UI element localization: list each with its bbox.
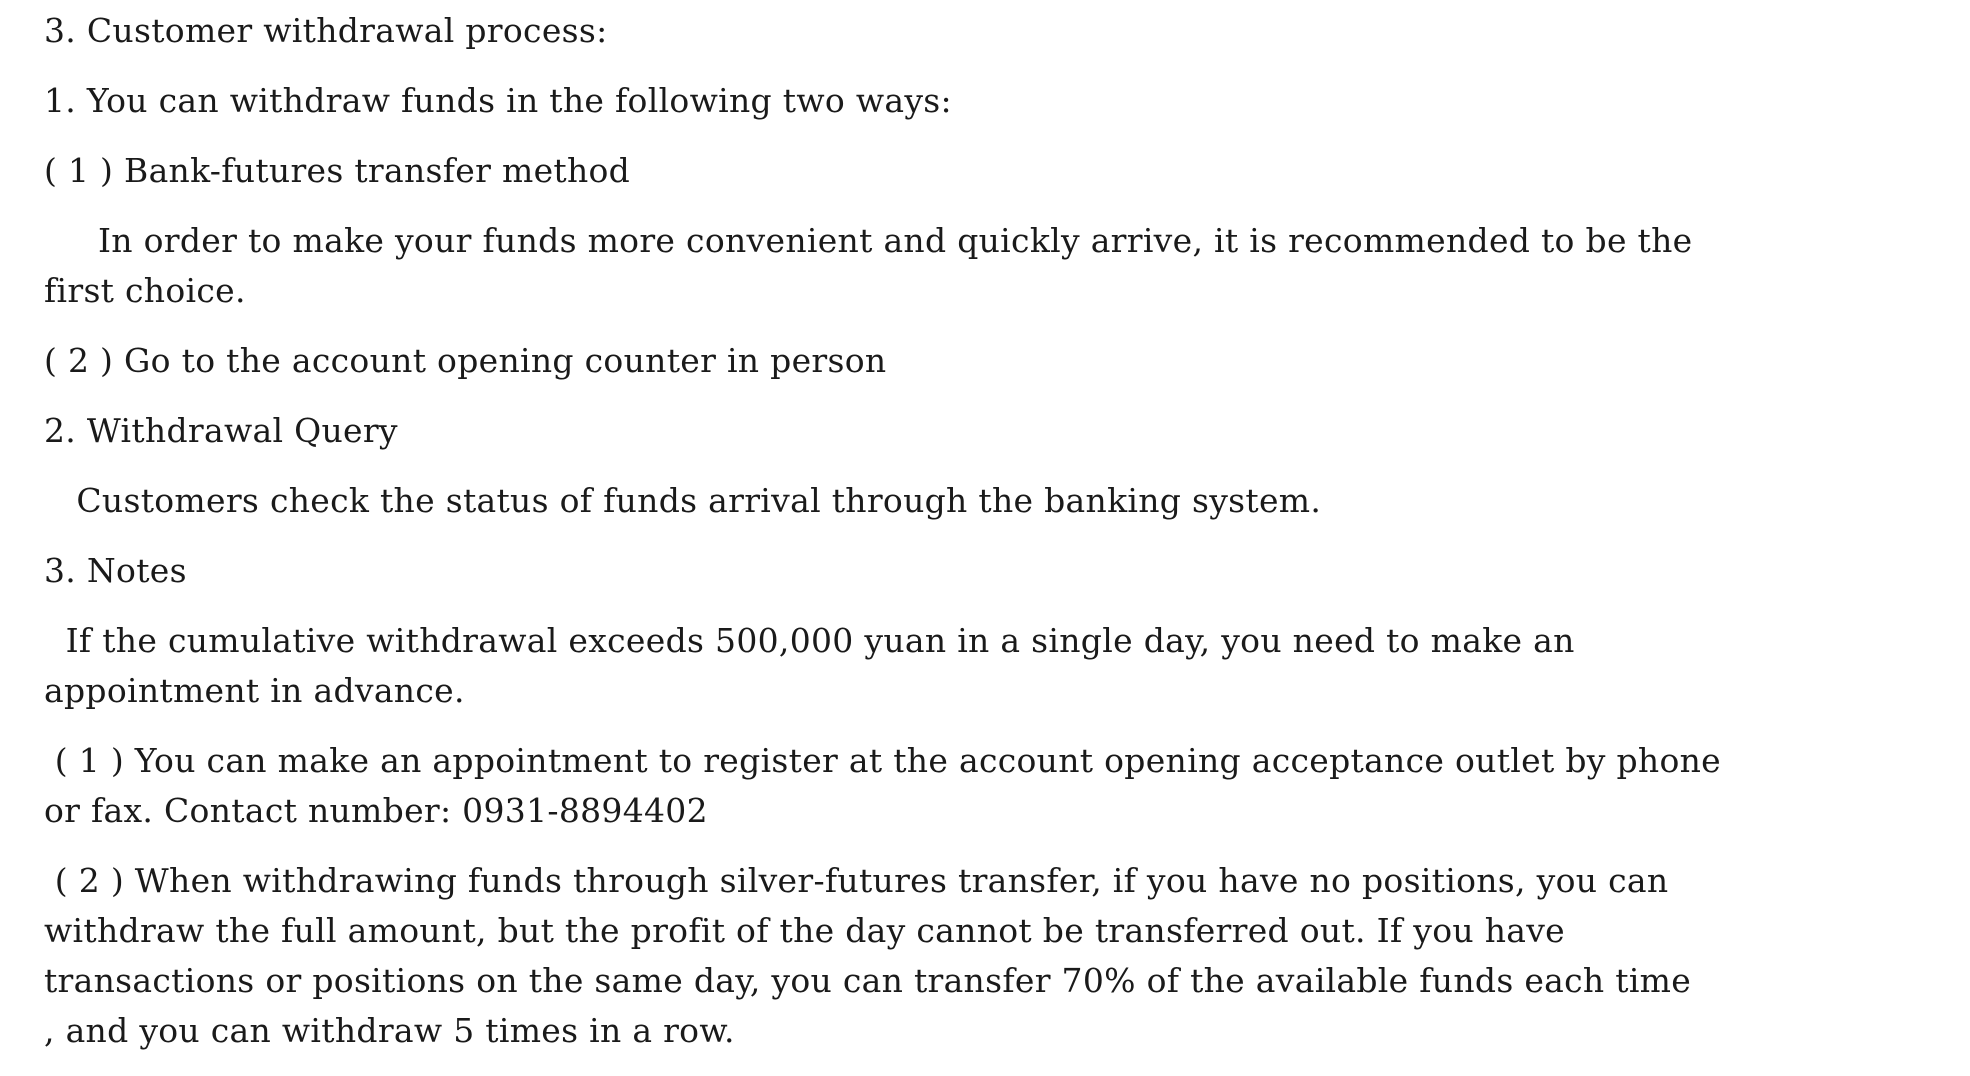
- item-notes: 3. Notes: [44, 551, 187, 590]
- item-withdraw-ways: 1. You can withdraw funds in the following two ways:: [44, 81, 952, 120]
- subitem-bank-futures-transfer: ( 1 ) Bank-futures transfer method: [44, 151, 631, 190]
- paragraph-cumulative-line-2: appointment in advance.: [44, 671, 465, 710]
- paragraph-recommendation-line-1: In order to make your funds more convenient and quickly arrive, it is recommended to be the: [44, 221, 1693, 260]
- note-2-line-2: withdraw the full amount, but the profit of the day cannot be transferred out. If you have: [44, 911, 1566, 950]
- paragraph-recommendation-line-2: first choice.: [44, 271, 246, 310]
- paragraph-status-check: Customers check the status of funds arrival through the banking system.: [44, 481, 1322, 520]
- item-withdrawal-query: 2. Withdrawal Query: [44, 411, 398, 450]
- note-2-line-4: , and you can withdraw 5 times in a row.: [44, 1011, 735, 1050]
- note-2-line-1: ( 2 ) When withdrawing funds through silver-futures transfer, if you have no positions, you can: [44, 861, 1669, 900]
- note-1-line-2: or fax. Contact number: 0931-8894402: [44, 791, 708, 830]
- paragraph-cumulative-line-1: If the cumulative withdrawal exceeds 500,000 yuan in a single day, you need to make an: [44, 621, 1575, 660]
- note-2-line-3: transactions or positions on the same day, you can transfer 70% of the available funds each time: [44, 961, 1692, 1000]
- section-heading-withdrawal-process: 3. Customer withdrawal process:: [44, 11, 608, 50]
- subitem-counter-in-person: ( 2 ) Go to the account opening counter in person: [44, 341, 887, 380]
- note-1-line-1: ( 1 ) You can make an appointment to register at the account opening acceptance outlet by phone: [44, 741, 1722, 780]
